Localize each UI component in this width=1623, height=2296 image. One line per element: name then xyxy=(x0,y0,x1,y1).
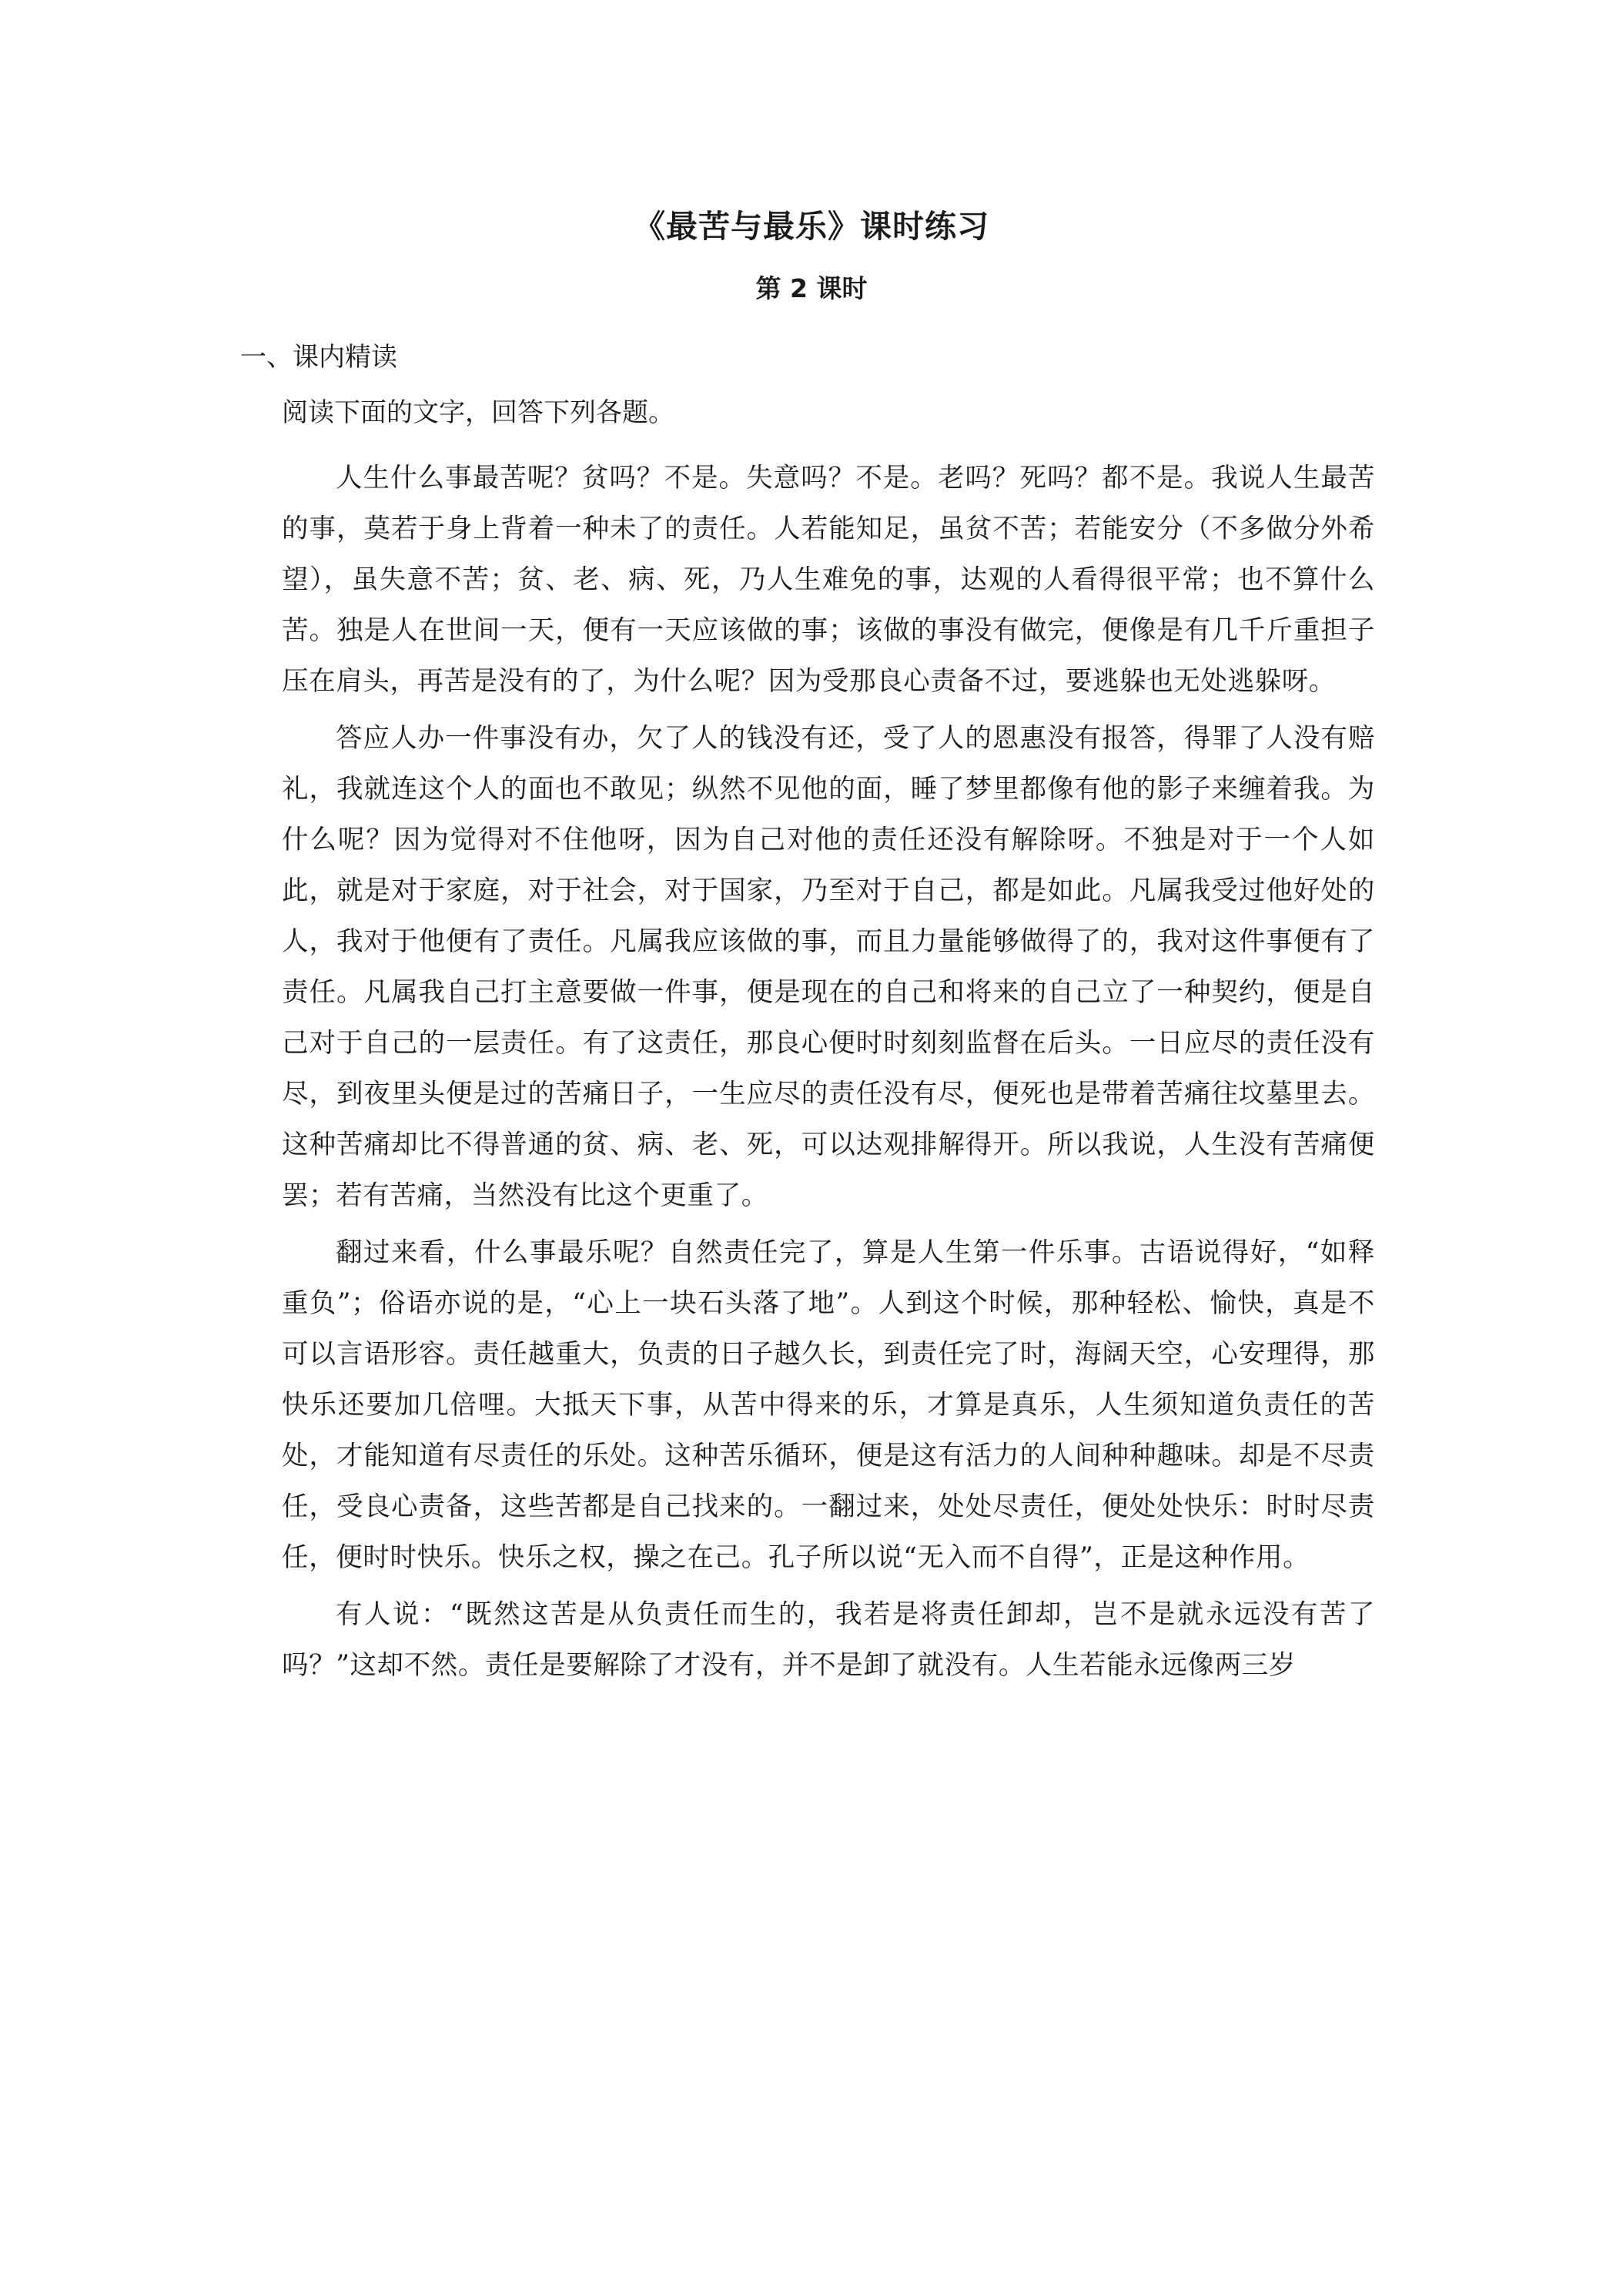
passage-paragraph: 人生什么事最苦呢？贫吗？不是。失意吗？不是。老吗？死吗？都不是。我说人生最苦的事，莫若于身上背着一种未了的责任。人若能知足，虽贫不苦；若能安分（不多做分外希望），虽失意不苦；贫、老、病、死，乃人生难免的事，达观的人看得很平常；也不算什么苦。独是人在世间一天，便有一天应该做的事；该做的事没有做完，便像是有几千斤重担子压在肩头，再苦是没有的了，为什么呢？因为受那良心责备不过，要逃躲也无处逃躲呀。 xyxy=(282,463,1375,697)
reading-passage xyxy=(282,453,1375,1691)
reading-instruction: 阅读下面的文字，回答下列各题。 xyxy=(282,397,674,428)
document-title: 《最苦与最乐》课时练习 xyxy=(634,208,989,245)
lesson-subtitle: 第 2 课时 xyxy=(755,273,868,303)
passage-paragraph: 有人说：“既然这苦是从负责任而生的，我若是将责任卸却，岂不是就永远没有苦了吗？”这却不然。责任是要解除了才没有，并不是卸了就没有。人生若能永远像两三岁 xyxy=(282,1599,1375,1681)
passage-paragraph: 答应人办一件事没有办，欠了人的钱没有还，受了人的恩惠没有报答，得罪了人没有赔礼，我就连这个人的面也不敢见；纵然不见他的面，睡了梦里都像有他的影子来缠着我。为什么呢？因为觉得对不住他呀，因为自己对他的责任还没有解除呀。不独是对于一个人如此，就是对于家庭，对于社会，对于国家，乃至对于自己，都是如此。凡属我受过他好处的人，我对于他便有了责任。凡属我应该做的事，而且力量能够做得了的，我对这件事便有了责任。凡属我自己打主意要做一件事，便是现在的自己和将来的自己立了一种契约，便是自己对于自己的一层责任。有了这责任，那良心便时时刻刻监督在后头。一日应尽的责任没有尽，到夜里头便是过的苦痛日子，一生应尽的责任没有尽，便死也是带着苦痛往坟墓里去。这种苦痛却比不得普通的贫、病、老、死，可以达观排解得开。所以我说，人生没有苦痛便罢；若有苦痛，当然没有比这个更重了。 xyxy=(282,723,1375,1211)
section-heading: 一、课内精读 xyxy=(240,342,397,373)
passage-paragraph: 翻过来看，什么事最乐呢？自然责任完了，算是人生第一件乐事。古语说得好，“如释重负”；俗语亦说的是，“心上一块石头落了地”。人到这个时候，那种轻松、愉快，真是不可以言语形容。责任越重大，负责的日子越久长，到责任完了时，海阔天空，心安理得，那快乐还要加几倍哩。大抵天下事，从苦中得来的乐，才算是真乐，人生须知道负责任的苦处，才能知道有尽责任的乐处。这种苦乐循环，便是这有活力的人间种种趣味。却是不尽责任，受良心责备，这些苦都是自己找来的。一翻过来，处处尽责任，便处处快乐：时时尽责任，便时时快乐。快乐之权，操之在己。孔子所以说“无入而不自得”，正是这种作用。 xyxy=(282,1237,1375,1573)
